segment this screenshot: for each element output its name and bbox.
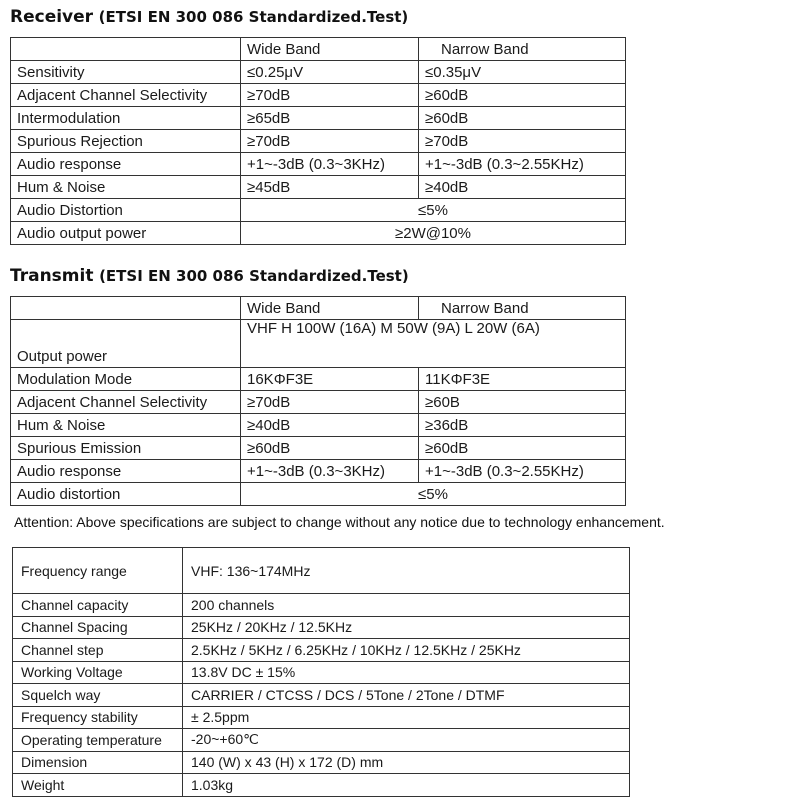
table-row <box>13 774 630 797</box>
row-label: Audio Distortion <box>11 199 241 222</box>
table-row <box>13 729 630 752</box>
row-value: ± 2.5ppm <box>183 706 630 729</box>
header-wide-band: Wide Band <box>241 297 419 320</box>
row-value: 13.8V DC ± 15% <box>183 661 630 684</box>
table-header-row <box>11 297 626 320</box>
row-value: 1.03kg <box>183 774 630 797</box>
wide-band-value: ≤0.25μV <box>241 61 419 84</box>
attention-note: Attention: Above specifications are subject to change without any notice due to technology enhancement. <box>14 514 665 530</box>
narrow-band-value: ≥40dB <box>419 176 626 199</box>
row-label: Adjacent Channel Selectivity <box>11 391 241 414</box>
transmit-heading <box>10 266 409 286</box>
row-label: Dimension <box>13 751 183 774</box>
row-label: Operating temperature <box>13 729 183 752</box>
row-label: Channel Spacing <box>13 616 183 639</box>
row-label: Weight <box>13 774 183 797</box>
wide-band-value: ≥65dB <box>241 107 419 130</box>
row-value: VHF: 136~174MHz <box>183 548 630 594</box>
wide-band-value: ≥40dB <box>241 414 419 437</box>
narrow-band-value: ≤0.35μV <box>419 61 626 84</box>
table-row <box>11 61 626 84</box>
row-label: Channel capacity <box>13 594 183 617</box>
table-row <box>11 414 626 437</box>
narrow-band-value: +1~-3dB (0.3~2.55KHz) <box>419 460 626 483</box>
table-row <box>11 107 626 130</box>
row-value: 200 channels <box>183 594 630 617</box>
narrow-band-value: ≥70dB <box>419 130 626 153</box>
table-row <box>13 684 630 707</box>
row-label: Audio distortion <box>11 483 241 506</box>
wide-band-value: ≥45dB <box>241 176 419 199</box>
header-narrow-band: Narrow Band <box>419 38 626 61</box>
narrow-band-value: +1~-3dB (0.3~2.55KHz) <box>419 153 626 176</box>
header-wide-band: Wide Band <box>241 38 419 61</box>
wide-band-value: ≥70dB <box>241 84 419 107</box>
table-row <box>11 130 626 153</box>
header-empty-cell <box>11 38 241 61</box>
row-label: Frequency range <box>13 548 183 594</box>
wide-band-value: +1~-3dB (0.3~3KHz) <box>241 460 419 483</box>
merged-value: ≥2W@10% <box>241 222 626 245</box>
row-label: Output power <box>11 320 241 368</box>
row-label: Adjacent Channel Selectivity <box>11 84 241 107</box>
wide-band-value: +1~-3dB (0.3~3KHz) <box>241 153 419 176</box>
table-row <box>11 391 626 414</box>
row-label: Hum & Noise <box>11 176 241 199</box>
row-label: Sensitivity <box>11 61 241 84</box>
wide-band-value: ≥60dB <box>241 437 419 460</box>
general-spec-table <box>12 547 630 797</box>
wide-band-value: ≥70dB <box>241 391 419 414</box>
narrow-band-value: 11KΦF3E <box>419 368 626 391</box>
table-row <box>11 320 626 368</box>
row-label: Modulation Mode <box>11 368 241 391</box>
narrow-band-value: ≥36dB <box>419 414 626 437</box>
wide-band-value: 16KΦF3E <box>241 368 419 391</box>
table-row <box>11 460 626 483</box>
receiver-subtitle: (ETSI EN 300 086 Standardized.Test) <box>98 8 409 26</box>
row-label: Audio response <box>11 460 241 483</box>
wide-band-value: ≥70dB <box>241 130 419 153</box>
row-value: 2.5KHz / 5KHz / 6.25KHz / 10KHz / 12.5KHz / 25KHz <box>183 639 630 662</box>
narrow-band-value: ≥60dB <box>419 437 626 460</box>
row-label: Hum & Noise <box>11 414 241 437</box>
row-label: Audio output power <box>11 222 241 245</box>
narrow-band-value: ≥60dB <box>419 84 626 107</box>
table-row <box>11 199 626 222</box>
output-power-value: VHF H 100W (16A) M 50W (9A) L 20W (6A) <box>241 320 626 368</box>
table-row <box>11 368 626 391</box>
transmit-spec-table <box>10 296 626 506</box>
merged-value: ≤5% <box>241 199 626 222</box>
merged-value: ≤5% <box>241 483 626 506</box>
row-label: Spurious Rejection <box>11 130 241 153</box>
table-row <box>13 661 630 684</box>
table-row <box>13 751 630 774</box>
row-label: Audio response <box>11 153 241 176</box>
table-row <box>13 594 630 617</box>
receiver-title: Receiver <box>10 7 94 27</box>
table-row <box>11 222 626 245</box>
row-value: CARRIER / CTCSS / DCS / 5Tone / 2Tone / DTMF <box>183 684 630 707</box>
table-row <box>13 548 630 594</box>
table-row <box>11 176 626 199</box>
transmit-subtitle: (ETSI EN 300 086 Standardized.Test) <box>99 267 409 285</box>
row-value: 140 (W) x 43 (H) x 172 (D) mm <box>183 751 630 774</box>
row-label: Spurious Emission <box>11 437 241 460</box>
header-narrow-band: Narrow Band <box>419 297 626 320</box>
narrow-band-value: ≥60B <box>419 391 626 414</box>
transmit-title: Transmit <box>10 266 94 286</box>
narrow-band-value: ≥60dB <box>419 107 626 130</box>
table-row <box>13 616 630 639</box>
table-row <box>11 483 626 506</box>
table-row <box>11 153 626 176</box>
receiver-heading <box>10 7 408 27</box>
table-row <box>11 84 626 107</box>
table-header-row <box>11 38 626 61</box>
row-label: Channel step <box>13 639 183 662</box>
row-label: Frequency stability <box>13 706 183 729</box>
table-row <box>11 437 626 460</box>
table-row <box>13 706 630 729</box>
table-row <box>13 639 630 662</box>
header-empty-cell <box>11 297 241 320</box>
row-label: Intermodulation <box>11 107 241 130</box>
row-value: -20~+60℃ <box>183 729 630 752</box>
row-value: 25KHz / 20KHz / 12.5KHz <box>183 616 630 639</box>
receiver-spec-table <box>10 37 626 245</box>
row-label: Squelch way <box>13 684 183 707</box>
row-label: Working Voltage <box>13 661 183 684</box>
